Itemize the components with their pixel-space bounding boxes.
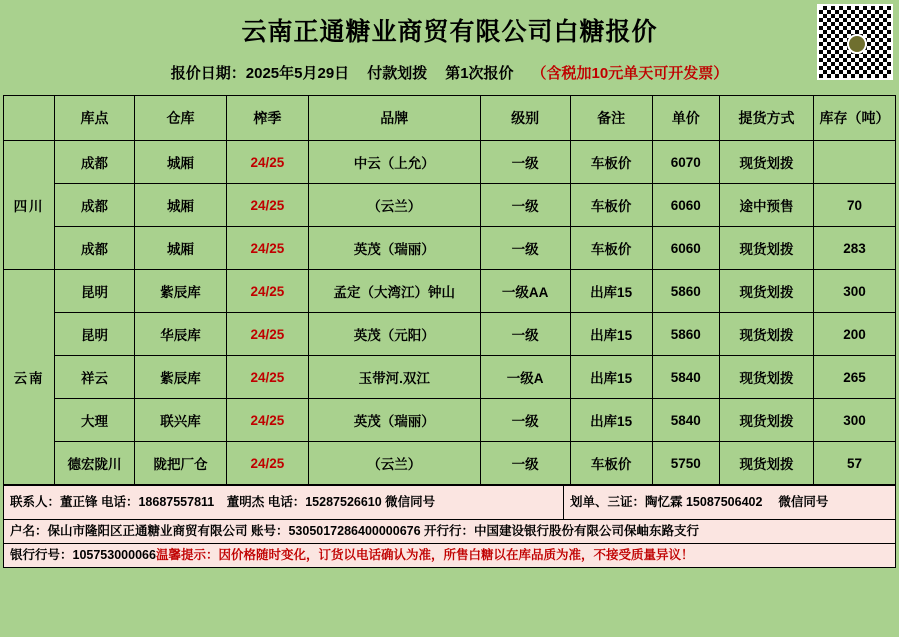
- cell-pinpai: 孟定（大湾江）钟山: [308, 270, 480, 313]
- qr-center-logo: [847, 34, 867, 54]
- col-beizhu: 备注: [570, 96, 652, 141]
- footer-info: [3, 485, 896, 568]
- payment-method: 付款划拨: [367, 65, 428, 82]
- cell-tihuo: 途中预售: [720, 184, 814, 227]
- col-kudian: 库点: [55, 96, 135, 141]
- account-line: 户名：保山市隆阳区正通糖业商贸有限公司 账号：5305017286400000676 开行行：中国建设银行股份有限公司保岫东路支行: [4, 520, 896, 544]
- cell-jibie: 一级: [480, 442, 570, 485]
- cell-jibie: 一级: [480, 399, 570, 442]
- cell-pinpai: 英茂（瑞丽）: [308, 227, 480, 270]
- cell-danjia: 6060: [652, 184, 720, 227]
- cell-danjia: 6070: [652, 141, 720, 184]
- cell-tihuo: 现货划拨: [720, 356, 814, 399]
- cell-danjia: 6060: [652, 227, 720, 270]
- cell-zhaji: 24/25: [226, 270, 308, 313]
- cell-kudian: 成都: [55, 141, 135, 184]
- cell-kudian: 大理: [55, 399, 135, 442]
- province-cell-yunnan: 云南: [4, 270, 55, 485]
- cell-jibie: 一级A: [480, 356, 570, 399]
- cell-zhaji: 24/25: [226, 227, 308, 270]
- col-tihuo: 提货方式: [720, 96, 814, 141]
- cell-jibie: 一级: [480, 227, 570, 270]
- cell-kucun: 283: [814, 227, 896, 270]
- cell-kucun: 200: [814, 313, 896, 356]
- col-danjia: 单价: [652, 96, 720, 141]
- tax-note: （含税加10元单天可开发票）: [531, 65, 729, 82]
- cell-danjia: 5840: [652, 399, 720, 442]
- cell-pinpai: （云兰）: [308, 442, 480, 485]
- cell-kucun: [814, 141, 896, 184]
- col-kucun: 库存（吨）: [814, 96, 896, 141]
- contact-row: [4, 486, 896, 520]
- cell-kudian: 祥云: [55, 356, 135, 399]
- cell-kudian: 成都: [55, 227, 135, 270]
- cell-danjia: 5860: [652, 313, 720, 356]
- bank-code: 银行行号：105753000066: [10, 548, 156, 563]
- table-row: [4, 356, 896, 399]
- col-pinpai: 品牌: [308, 96, 480, 141]
- table-row: [4, 141, 896, 184]
- cell-cangku: 城厢: [134, 141, 226, 184]
- cell-kucun: 265: [814, 356, 896, 399]
- cell-zhaji: 24/25: [226, 141, 308, 184]
- table-row: [4, 227, 896, 270]
- cell-zhaji: 24/25: [226, 356, 308, 399]
- cell-tihuo: 现货划拨: [720, 141, 814, 184]
- warning-note: 温馨提示：因价格随时变化，订货以电话确认为准，所售白糖以在库品质为准，不接受质量异议！: [155, 548, 694, 563]
- cell-tihuo: 现货划拨: [720, 227, 814, 270]
- table-row: [4, 399, 896, 442]
- cell-pinpai: 英茂（瑞丽）: [308, 399, 480, 442]
- cell-jibie: 一级: [480, 141, 570, 184]
- cell-danjia: 5840: [652, 356, 720, 399]
- cell-beizhu: 车板价: [570, 184, 652, 227]
- cell-jibie: 一级: [480, 313, 570, 356]
- cell-jibie: 一级AA: [480, 270, 570, 313]
- qr-code: [817, 4, 893, 80]
- cell-kudian: 昆明: [55, 270, 135, 313]
- quote-date-label: 报价日期：: [170, 65, 246, 82]
- page-title: 云南正通糖业商贸有限公司白糖报价: [241, 18, 658, 46]
- contact-right: 划单、三证：陶忆霖 15087506402 微信同号: [564, 486, 896, 520]
- cell-cangku: 华辰库: [134, 313, 226, 356]
- quote-date: [171, 65, 349, 82]
- cell-cangku: 紫辰库: [134, 356, 226, 399]
- table-header-row: [4, 96, 896, 141]
- bank-row: [4, 544, 896, 568]
- bank-line: [4, 544, 896, 568]
- table-row: [4, 184, 896, 227]
- col-jibie: 级别: [480, 96, 570, 141]
- cell-cangku: 城厢: [134, 227, 226, 270]
- cell-tihuo: 现货划拨: [720, 399, 814, 442]
- cell-kucun: 70: [814, 184, 896, 227]
- cell-beizhu: 车板价: [570, 141, 652, 184]
- price-table: [3, 95, 896, 485]
- cell-pinpai: 中云（上允）: [308, 141, 480, 184]
- province-cell-sichuan: 四川: [4, 141, 55, 270]
- cell-zhaji: 24/25: [226, 442, 308, 485]
- cell-zhaji: 24/25: [226, 313, 308, 356]
- cell-danjia: 5860: [652, 270, 720, 313]
- contact-left: 联系人：董正锋 电话：18687557811 董明杰 电话：15287526610 微信同号: [4, 486, 564, 520]
- cell-pinpai: 英茂（元阳）: [308, 313, 480, 356]
- cell-tihuo: 现货划拨: [720, 442, 814, 485]
- cell-kucun: 300: [814, 270, 896, 313]
- cell-beizhu: 车板价: [570, 442, 652, 485]
- cell-cangku: 城厢: [134, 184, 226, 227]
- cell-jibie: 一级: [480, 184, 570, 227]
- cell-kucun: 57: [814, 442, 896, 485]
- cell-zhaji: 24/25: [226, 184, 308, 227]
- cell-tihuo: 现货划拨: [720, 313, 814, 356]
- table-row: [4, 270, 896, 313]
- cell-pinpai: （云兰）: [308, 184, 480, 227]
- cell-kudian: 昆明: [55, 313, 135, 356]
- col-zhaji: 榨季: [226, 96, 308, 141]
- quote-date-value: 2025年5月29日: [245, 65, 350, 82]
- cell-tihuo: 现货划拨: [720, 270, 814, 313]
- cell-kudian: 德宏陇川: [55, 442, 135, 485]
- account-row: [4, 520, 896, 544]
- cell-kucun: 300: [814, 399, 896, 442]
- cell-cangku: 陇把厂仓: [134, 442, 226, 485]
- cell-beizhu: 车板价: [570, 227, 652, 270]
- col-cangku: 仓库: [134, 96, 226, 141]
- cell-beizhu: 出库15: [570, 270, 652, 313]
- cell-beizhu: 出库15: [570, 313, 652, 356]
- quote-times: 第1次报价: [445, 65, 514, 82]
- cell-beizhu: 出库15: [570, 356, 652, 399]
- cell-zhaji: 24/25: [226, 399, 308, 442]
- col-province: [4, 96, 55, 141]
- cell-cangku: 紫辰库: [134, 270, 226, 313]
- quote-subtitle: [0, 48, 899, 95]
- table-row: [4, 442, 896, 485]
- cell-cangku: 联兴库: [134, 399, 226, 442]
- cell-kudian: 成都: [55, 184, 135, 227]
- table-row: [4, 313, 896, 356]
- cell-pinpai: 玉带河.双江: [308, 356, 480, 399]
- cell-beizhu: 出库15: [570, 399, 652, 442]
- cell-danjia: 5750: [652, 442, 720, 485]
